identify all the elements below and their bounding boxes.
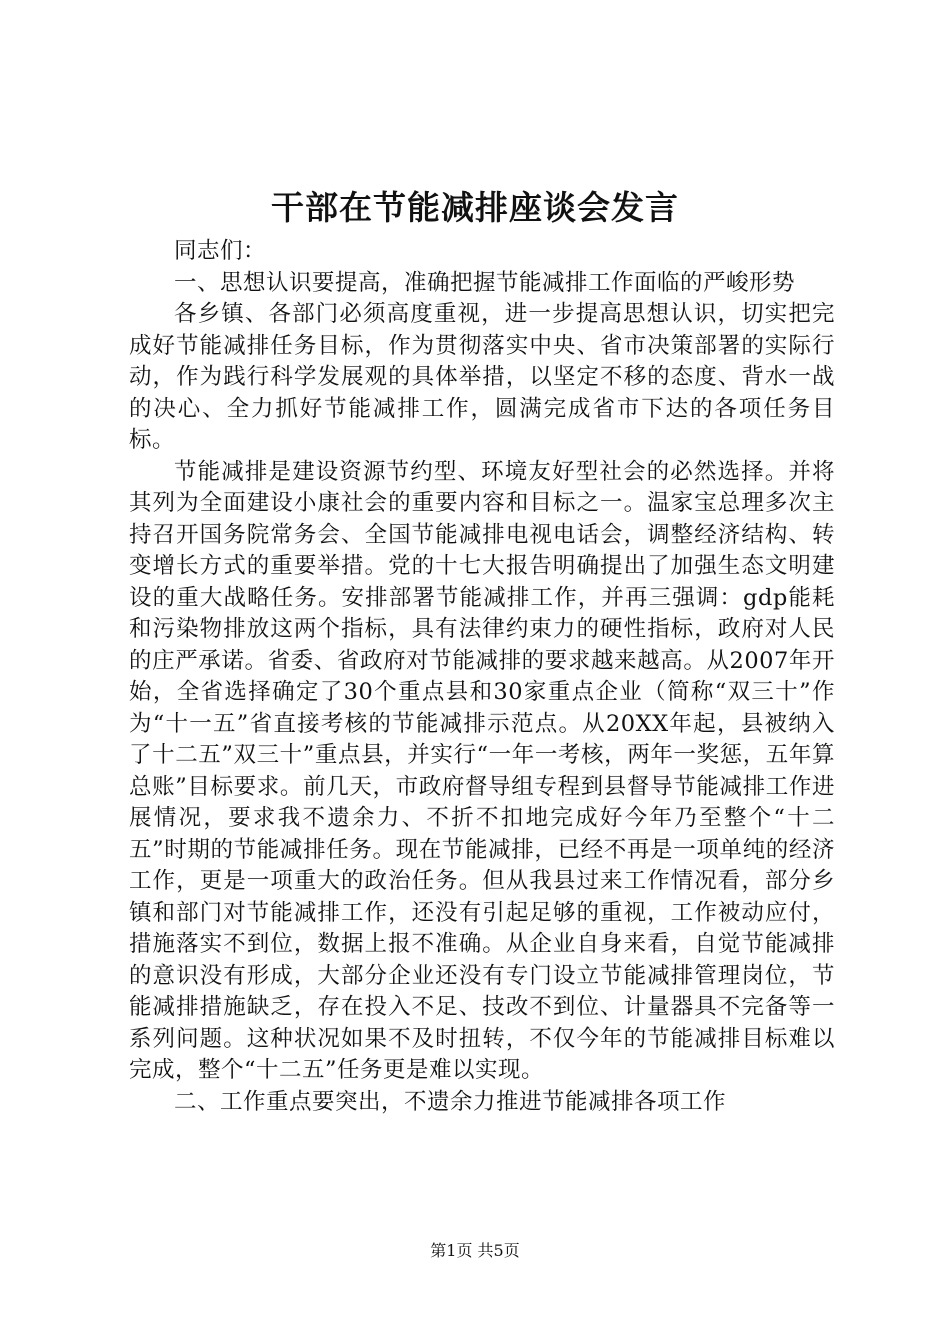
section-heading-1: 一、思想认识要提高，准确把握节能减排工作面临的严峻形势 [174, 269, 796, 296]
section-heading-2: 二、工作重点要突出，不遗余力推进节能减排各项工作 [174, 1088, 727, 1115]
body-paragraph: 节能减排是建设资源节约型、环境友好型社会的必然选择。并将其列为全面建设小康社会的重要内容和目标之一。温家宝总理多次主持召开国务院常务会、全国节能减排电视电话会，调整经济结构、转变增长方式的重要举措。党的十七大报告明确提出了加强生态文明建设的重大战略任务。安排部署节能减排工作，并再三强调：gdp能耗和污染物排放这两个指标，具有法律约束力的硬性指标，政府对人民的庄严承诺。省委、省政府对节能减排的要求越来越高。从2007年开始，全省选择确定了30个重点县和30家重点企业（简称“双三十”作为“十一五”省直接考核的节能减排示范点。从20XX年起，县被纳入了十二五”双三十”重点县，并实行“一年一考核，两年一奖惩，五年算总账”目标要求。前几天，市政府督导组专程到县督导节能减排工作进展情况，要求我不遗余力、不折不扣地完成好今年乃至整个“十二五”时期的节能减排任务。现在节能减排，已经不再是一项单纯的经济工作，更是一项重大的政治任务。但从我县过来工作情况看，部分乡镇和部门对节能减排工作，还没有引起足够的重视，工作被动应付，措施落实不到位，数据上报不准确。从企业自身来看，自觉节能减排的意识没有形成，大部分企业还没有专门设立节能减排管理岗位，节能减排措施缺乏，存在投入不足、技改不到位、计量器具不完备等一系列问题。这种状况如果不及时扭转，不仅今年的节能减排目标难以完成，整个“十二五”任务更是难以实现。 [129, 458, 835, 1083]
salutation-paragraph: 同志们： [174, 238, 267, 264]
page-footer: 第1页 共5页 [430, 1241, 520, 1260]
body-paragraph: 各乡镇、各部门必须高度重视，进一步提高思想认识，切实把完成好节能减排任务目标，作为贯彻落实中央、省市决策部署的实际行动，作为践行科学发展观的具体举措，以坚定不移的态度、背水一战的决心、全力抓好节能减排工作，圆满完成省市下达的各项任务目标。 [129, 301, 835, 453]
document-body [129, 236, 835, 1118]
document-title: 干部在节能减排座谈会发言 [271, 188, 679, 227]
